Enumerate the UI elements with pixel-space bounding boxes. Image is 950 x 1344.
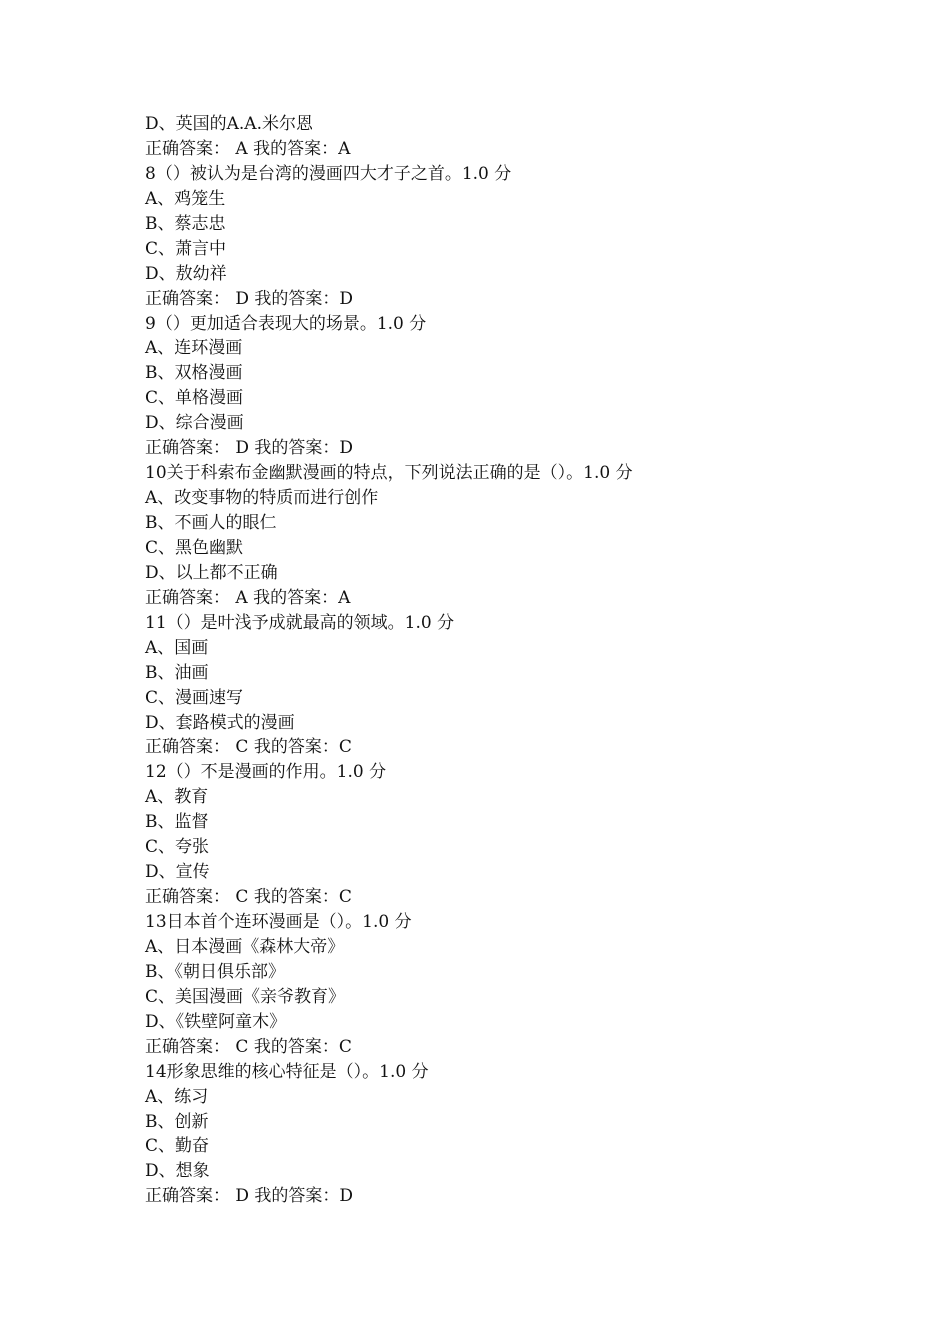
option-a: A、国画 [145, 637, 209, 658]
answer-line: 正确答案： C 我的答案：C [145, 887, 352, 908]
option-c: C、单格漫画 [145, 388, 244, 409]
answer-line: 正确答案： C 我的答案：C [145, 1036, 352, 1057]
question-14 [145, 1060, 905, 1210]
option-a: A、鸡笼生 [145, 188, 226, 209]
question-stem: 10关于科索布金幽默漫画的特点，下列说法正确的是（）。1.0 分 [145, 463, 633, 484]
option-d: D、《铁壁阿童木》 [145, 1011, 287, 1032]
option-c: C、美国漫画《亲爷教育》 [145, 986, 346, 1007]
option-b: B、蔡志忠 [145, 213, 226, 234]
question-13 [145, 910, 905, 1060]
question-stem: 8（）被认为是台湾的漫画四大才子之首。1.0 分 [145, 163, 512, 184]
option-b: B、《朝日俱乐部》 [145, 961, 285, 982]
answer-line: 正确答案： D 我的答案：D [145, 1186, 354, 1207]
option-c: C、夸张 [145, 837, 210, 858]
question-11 [145, 611, 905, 761]
document-page [145, 112, 905, 1209]
question-8 [145, 162, 905, 312]
question-stem: 11（）是叶浅予成就最高的领域。1.0 分 [145, 612, 455, 633]
option-a: A、练习 [145, 1086, 209, 1107]
option-a: A、日本漫画《森林大帝》 [145, 936, 345, 957]
question-stem: 9（）更加适合表现大的场景。1.0 分 [145, 313, 427, 334]
option-c: C、漫画速写 [145, 687, 244, 708]
option-b: B、创新 [145, 1111, 209, 1132]
option-a: A、教育 [145, 787, 209, 808]
option-c: C、萧言中 [145, 238, 227, 259]
question-12 [145, 760, 905, 910]
option-d: D、综合漫画 [145, 413, 244, 434]
question-9 [145, 312, 905, 462]
option-c: C、黑色幽默 [145, 537, 244, 558]
option-b: B、油画 [145, 662, 209, 683]
option-b: B、不画人的眼仁 [145, 513, 277, 533]
option-d: D、敖幼祥 [145, 263, 227, 284]
option-c: C、勤奋 [145, 1136, 210, 1157]
answer-line: 正确答案： D 我的答案：D [145, 288, 354, 309]
option-d: D、套路模式的漫画 [145, 712, 295, 733]
answer-line: 正确答案： A 我的答案：A [145, 138, 351, 159]
answer-line: 正确答案： A 我的答案：A [145, 587, 351, 608]
question-10 [145, 461, 905, 611]
question-stem: 12（）不是漫画的作用。1.0 分 [145, 762, 387, 783]
option-b: B、双格漫画 [145, 363, 243, 384]
option-d: D、宣传 [145, 862, 210, 883]
answer-line: 正确答案： C 我的答案：C [145, 737, 352, 758]
option-a: A、连环漫画 [145, 338, 243, 359]
option-b: B、监督 [145, 812, 209, 833]
question-stem: 13日本首个连环漫画是（）。1.0 分 [145, 912, 412, 932]
option-d: D、想象 [145, 1161, 210, 1182]
prev-question-tail [145, 112, 905, 162]
option-a: A、改变事物的特质而进行创作 [145, 488, 379, 509]
question-stem: 14形象思维的核心特征是（）。1.0 分 [145, 1061, 429, 1082]
option-d: D、英国的A.A.米尔恩 [145, 114, 313, 134]
answer-line: 正确答案： D 我的答案：D [145, 438, 354, 459]
option-d: D、以上都不正确 [145, 562, 278, 583]
